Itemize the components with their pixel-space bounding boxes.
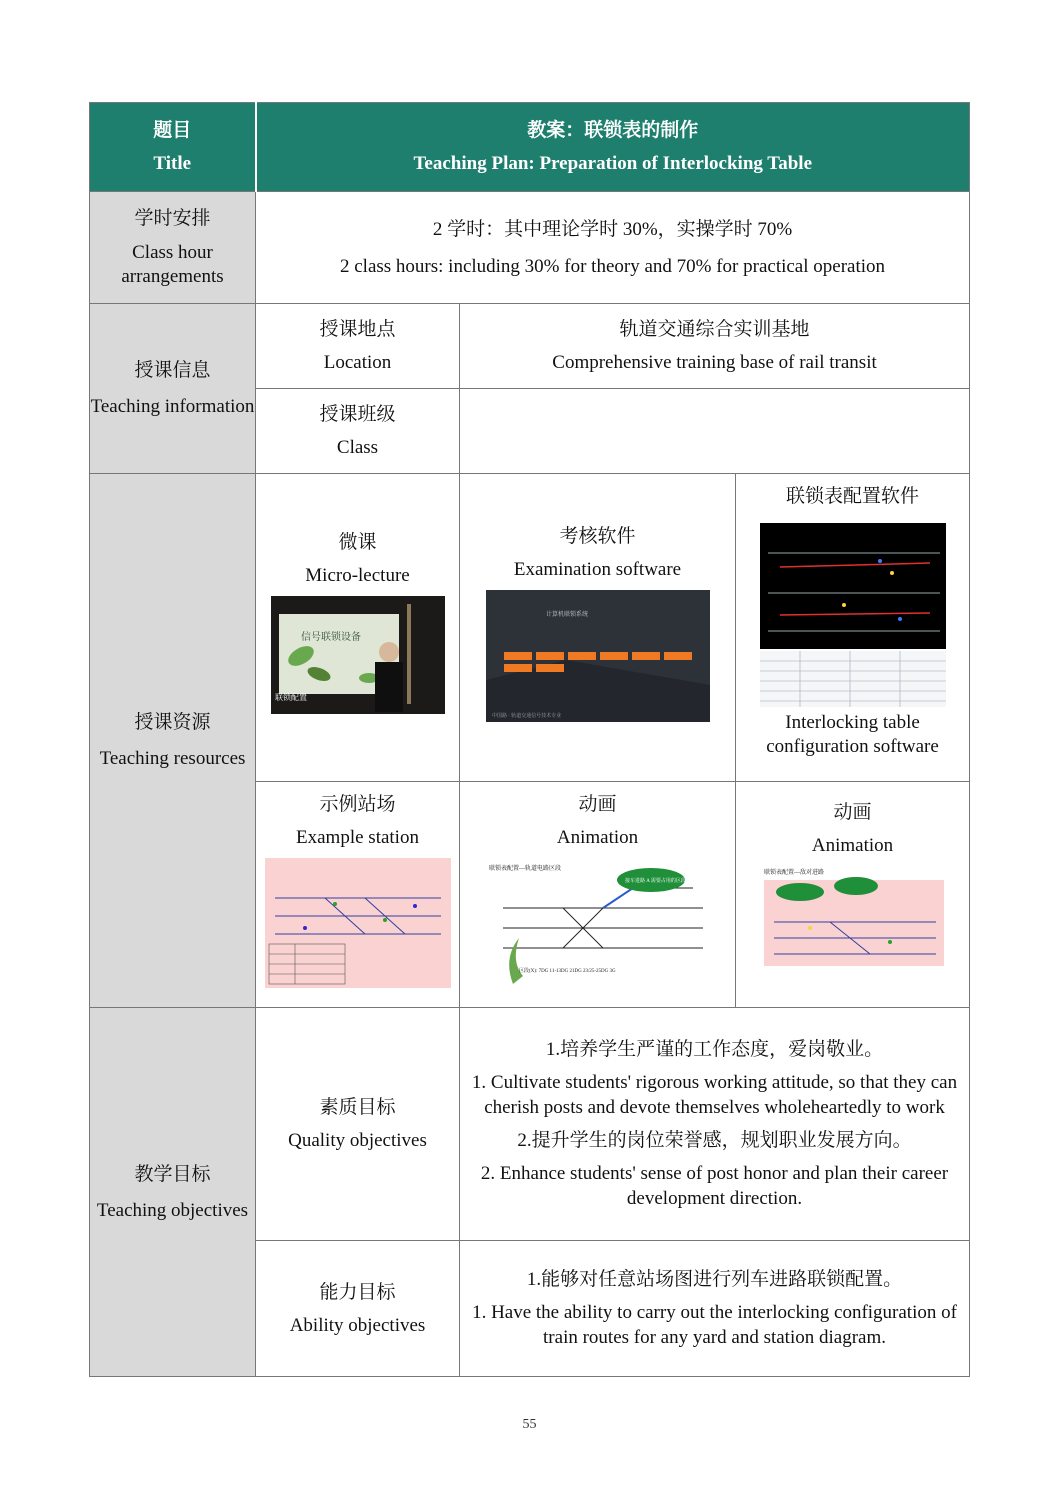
resources-label-en: Teaching resources: [99, 748, 246, 769]
objectives-label-cell: [90, 1008, 256, 1377]
animation-2-label-zh: 动画: [833, 802, 872, 823]
class-hours-label-zh: 学时安排: [134, 208, 211, 229]
config-software-label-en: Interlocking table configuration software: [766, 712, 939, 757]
example-station-diagram: [265, 858, 451, 988]
location-value-cell: [460, 304, 970, 389]
objectives-label-en: Teaching objectives: [96, 1199, 249, 1221]
ability-label-zh: 能力目标: [319, 1281, 396, 1303]
resource-config-software: [736, 474, 970, 782]
exam-software-label-zh: 考核软件: [559, 526, 636, 547]
quality-objectives-row: [90, 1008, 970, 1241]
resource-example-station: [256, 782, 460, 1008]
teaching-info-label-zh: 授课信息: [134, 360, 211, 381]
quality-objectives-text: [460, 1008, 970, 1241]
animation-1-bubble-text: 接车进路 A 需要占用的区段: [624, 879, 686, 884]
resource-animation-1: [460, 782, 736, 1008]
quality-label-zh: 素质目标: [319, 1097, 396, 1118]
example-station-label-en: Example station: [296, 827, 419, 848]
animation-1-diagram: [483, 858, 713, 984]
animation-2-diagram: [760, 866, 946, 976]
location-label-cell: [256, 304, 460, 389]
quality-label-en: Quality objectives: [288, 1130, 427, 1151]
location-value-en: Comprehensive training base of rail transit: [552, 352, 877, 373]
quality-item-1-en: 1. Cultivate students' rigorous working attitude, so that they can cherish posts and devote themselves wholeheartedly to work: [471, 1072, 958, 1118]
class-label-cell: [256, 389, 460, 474]
location-row: [90, 304, 970, 389]
teaching-info-label-cell: [90, 304, 256, 474]
resource-animation-2: [736, 782, 970, 1008]
quality-item-2-zh: 2.提升学生的岗位荣誉感，规划职业发展方向。: [517, 1130, 912, 1151]
title-value-cell: [256, 103, 970, 192]
micro-lecture-image: [271, 596, 445, 714]
class-value-cell: [460, 389, 970, 474]
header-row: [90, 103, 970, 192]
class-hours-value-zh: 2 学时：其中理论学时 30%，实操学时 70%: [432, 218, 793, 240]
micro-lecture-label-zh: 微课: [338, 532, 377, 553]
title-label-zh: 题目: [153, 120, 192, 141]
micro-lecture-label-en: Micro-lecture: [305, 565, 410, 586]
resource-exam-software: [460, 474, 736, 782]
config-software-label-zh: 联锁表配置软件: [786, 486, 920, 507]
page-number: 55: [522, 1417, 537, 1432]
animation-1-diagram-text: 区段(X): 7DG 11-13DG 21DG 23/25-25DG 3G: [518, 969, 616, 974]
animation-2-label-en: Animation: [811, 835, 894, 856]
resources-label-cell: [90, 474, 256, 1008]
resource-micro-lecture: [256, 474, 460, 782]
exam-software-label-en: Examination software: [513, 559, 682, 580]
example-station-label-zh: 示例站场: [319, 794, 396, 815]
class-hours-value-en: 2 class hours: including 30% for theory and 70% for practical operation: [339, 255, 886, 277]
title-label-cell: [90, 103, 256, 192]
animation-1-label-zh: 动画: [578, 794, 617, 815]
class-hours-value-cell: [256, 192, 970, 304]
animation-1-label-en: Animation: [556, 827, 639, 848]
ability-item-1-en: 1. Have the ability to carry out the interlocking configuration of train routes for any yard and station diagram.: [472, 1302, 957, 1348]
resources-row-1: [90, 474, 970, 782]
location-label-en: Location: [323, 352, 392, 373]
animation-1-diagram-title: 联锁表配置—轨道电路区段: [488, 866, 561, 872]
teaching-info-label-en: Teaching information: [90, 396, 255, 417]
title-label-en: Title: [153, 153, 192, 174]
teaching-plan-table: [89, 102, 970, 1377]
class-hours-label-cell: [90, 192, 256, 304]
resources-label-zh: 授课资源: [134, 712, 211, 733]
micro-lecture-caption: 联锁配置: [274, 693, 307, 702]
ability-item-1-zh: 1.能够对任意站场图进行列车进路联锁配置。: [526, 1269, 903, 1290]
page-title-zh: 教案：联锁表的制作: [527, 120, 699, 141]
exam-screen-title: 计算机联锁系统: [545, 612, 588, 618]
location-label-zh: 授课地点: [319, 319, 396, 340]
class-hours-label-en: Class hour arrangements: [121, 242, 224, 287]
class-label-zh: 授课班级: [319, 404, 396, 425]
exam-software-screenshot: [486, 590, 710, 722]
quality-item-1-zh: 1.培养学生严谨的工作态度，爱岗敬业。: [545, 1039, 884, 1060]
config-software-screenshot: [760, 523, 946, 707]
micro-lecture-slide-title: 信号联锁设备: [300, 632, 361, 643]
ability-label-en: Ability objectives: [289, 1314, 426, 1336]
class-hours-row: [90, 192, 970, 304]
ability-objectives-text: [460, 1241, 970, 1377]
ability-label-cell: [256, 1241, 460, 1377]
quality-label-cell: [256, 1008, 460, 1241]
location-value-zh: 轨道交通综合实训基地: [619, 319, 810, 340]
objectives-label-zh: 教学目标: [134, 1163, 211, 1185]
animation-2-diagram-title: 联锁表配置—敌对进路: [763, 870, 824, 876]
quality-item-2-en: 2. Enhance students' sense of post honor and plan their career development direction.: [480, 1163, 949, 1209]
exam-screen-footer: 中国路 · 轨道交通信号技术专业: [491, 714, 561, 719]
class-label-en: Class: [336, 437, 379, 458]
page-title-en: Teaching Plan: Preparation of Interlocking Table: [413, 153, 813, 174]
